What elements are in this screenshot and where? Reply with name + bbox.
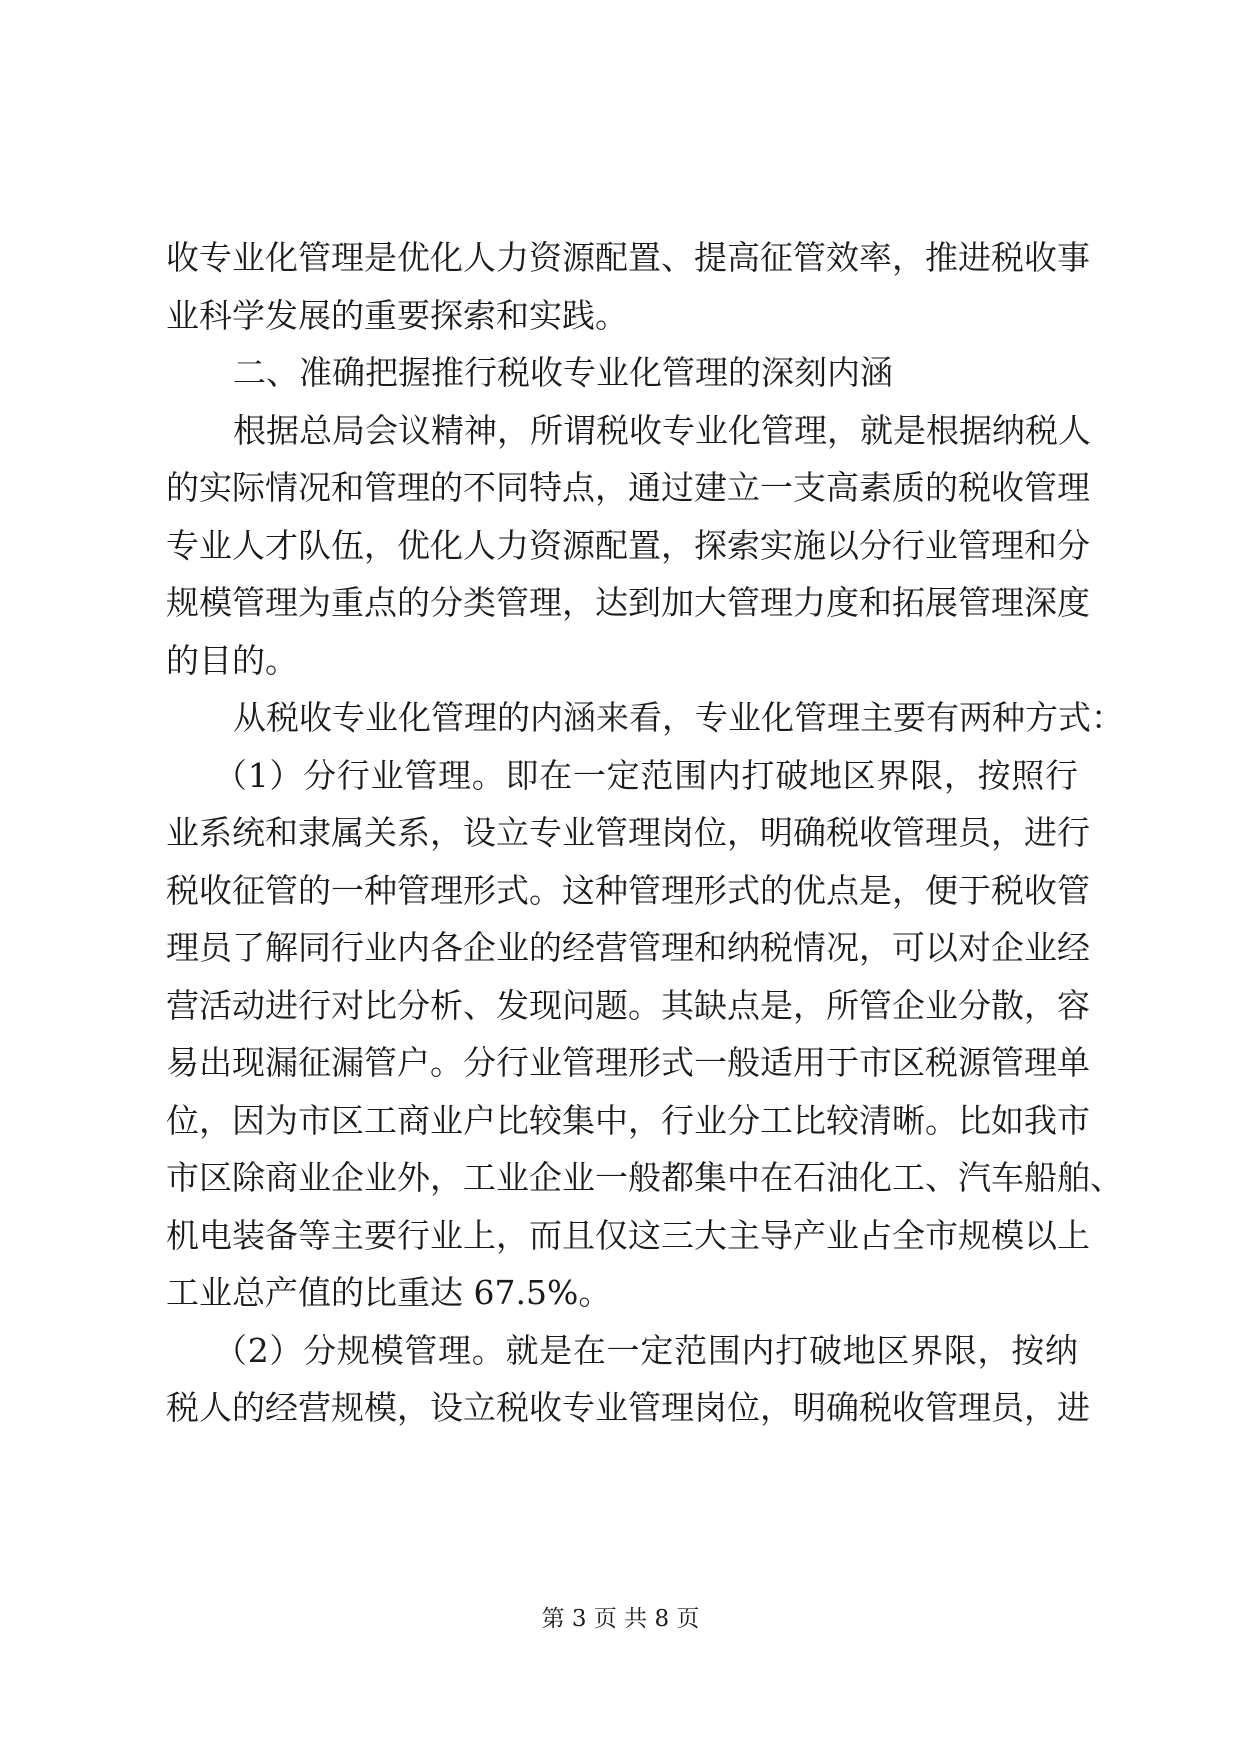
body-line: （2）分规模管理。就是在一定范围内打破地区界限，按纳 [214, 1330, 1078, 1370]
section-heading: 二、准确把握推行税收专业化管理的深刻内涵 [233, 353, 893, 392]
body-line: 的实际情况和管理的不同特点，通过建立一支高素质的税收管理 [166, 468, 1090, 507]
body-line: 专业人才队伍，优化人力资源配置，探索实施以分行业管理和分 [166, 525, 1090, 565]
body-line: （1）分行业管理。即在一定范围内打破地区界限，按照行 [214, 755, 1078, 795]
body-line: 理员了解同行业内各企业的经营管理和纳税情况，可以对企业经 [166, 928, 1090, 967]
body-line: 从税收专业化管理的内涵来看，专业化管理主要有两种方式： [233, 698, 1124, 737]
document-body [166, 229, 1124, 1437]
body-line: 收专业化管理是优化人力资源配置、提高征管效率，推进税收事 [166, 238, 1090, 277]
body-line: 税收征管的一种管理形式。这种管理形式的优点是，便于税收管 [166, 870, 1090, 910]
body-line: 市区除商业企业外，工业企业一般都集中在石油化工、汽车船舶、 [166, 1158, 1123, 1197]
body-line: 位，因为市区工商业户比较集中，行业分工比较清晰。比如我市 [166, 1100, 1090, 1140]
page-number-footer: 第 3 页 共 8 页 [541, 1606, 700, 1632]
body-line: 工业总产值的比重达 67.5%。 [166, 1273, 612, 1312]
body-line: 业科学发展的重要探索和实践。 [166, 295, 628, 335]
body-line: 业系统和隶属关系，设立专业管理岗位，明确税收管理员，进行 [166, 813, 1090, 852]
body-line: 营活动进行对比分析、发现问题。其缺点是，所管企业分散，容 [166, 985, 1090, 1025]
body-line: 规模管理为重点的分类管理，达到加大管理力度和拓展管理深度 [166, 583, 1090, 622]
body-line: 易出现漏征漏管户。分行业管理形式一般适用于市区税源管理单 [166, 1043, 1090, 1082]
body-line: 的目的。 [166, 640, 298, 680]
body-line: 机电装备等主要行业上，而且仅这三大主导产业占全市规模以上 [166, 1215, 1090, 1255]
body-line: 根据总局会议精神，所谓税收专业化管理，就是根据纳税人 [233, 410, 1091, 450]
body-line: 税人的经营规模，设立税收专业管理岗位，明确税收管理员，进 [166, 1388, 1090, 1427]
